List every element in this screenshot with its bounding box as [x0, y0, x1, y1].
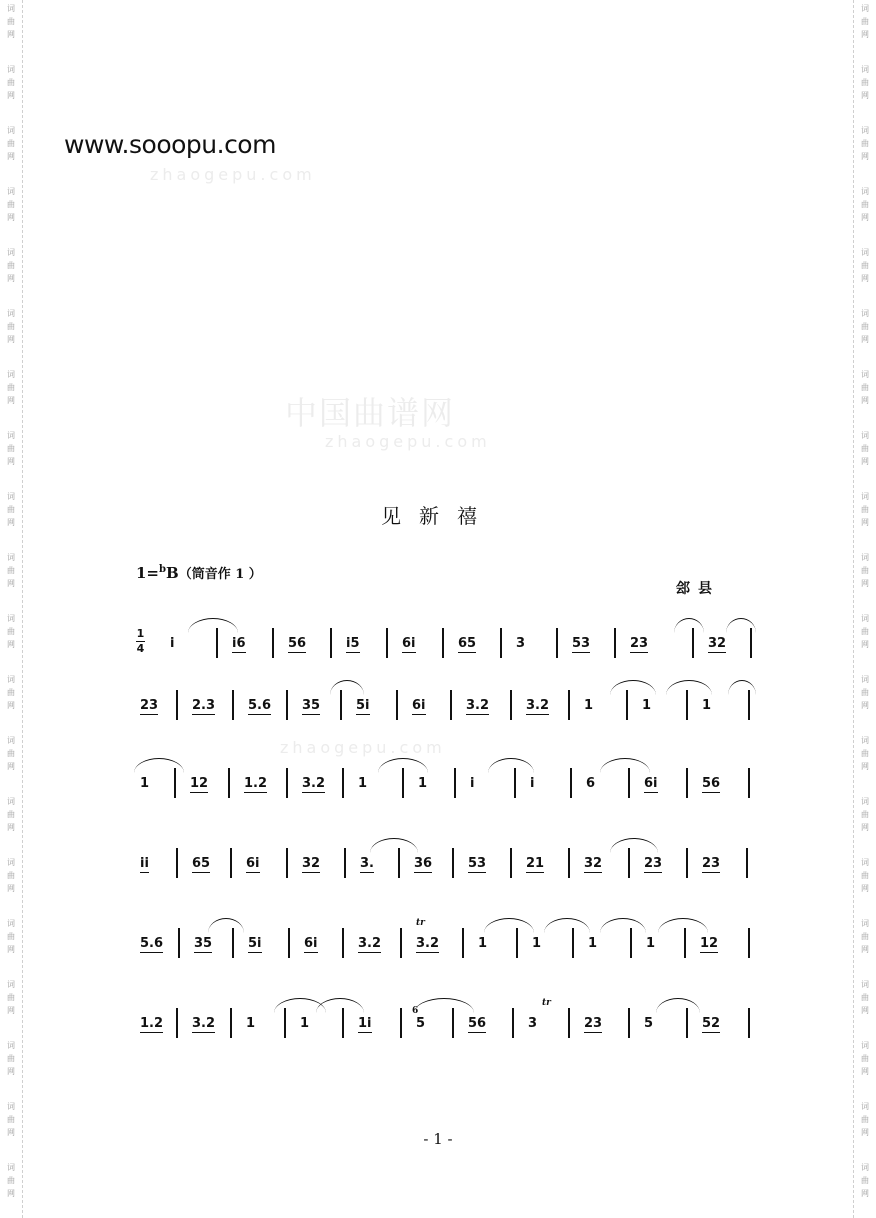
note: 23	[584, 1016, 603, 1031]
note: 6i	[644, 776, 658, 791]
side-watermark-glyphs: 词 曲 网	[861, 858, 869, 893]
side-watermark-glyphs: 词 曲 网	[861, 980, 869, 1015]
note: 12	[190, 776, 209, 791]
side-watermark-glyphs: 词 曲 网	[861, 65, 869, 100]
bar-line	[442, 628, 444, 658]
bar-line	[176, 848, 178, 878]
region-label: 郐县	[676, 581, 720, 597]
bar-line	[342, 928, 344, 958]
score-line	[134, 998, 754, 1056]
score-line	[134, 846, 754, 896]
note: 53	[572, 636, 591, 651]
note: 3	[516, 636, 526, 651]
side-watermark-glyphs: 词 曲 网	[7, 858, 15, 893]
note: 1	[702, 698, 712, 713]
side-watermark-glyphs: 词 曲 网	[861, 1102, 869, 1137]
note: 1	[584, 698, 594, 713]
page-number: - 1 -	[423, 1130, 453, 1148]
bar-line	[454, 768, 456, 798]
side-watermark-glyphs: 词 曲 网	[7, 614, 15, 649]
side-watermark-glyphs: 词 曲 网	[861, 4, 869, 39]
side-watermark-glyphs: 词 曲 网	[7, 980, 15, 1015]
note: 1.2	[140, 1016, 164, 1031]
score-title: 见新禧	[381, 504, 495, 528]
bar-line	[614, 628, 616, 658]
bar-line	[286, 690, 288, 720]
side-watermark-glyphs: 词 曲 网	[7, 675, 15, 710]
side-watermark-glyphs: 词 曲 网	[861, 1041, 869, 1076]
side-watermark-glyphs: 词 曲 网	[7, 65, 15, 100]
note: 2.3	[192, 698, 216, 713]
note: 6i	[402, 636, 416, 651]
score-line	[134, 688, 754, 738]
note: 1	[642, 698, 652, 713]
note: 6i	[246, 856, 260, 871]
slur	[600, 758, 650, 773]
note: 1	[246, 1016, 256, 1031]
note: 21	[526, 856, 545, 871]
note: 5i	[356, 698, 370, 713]
bar-line	[232, 690, 234, 720]
side-watermark-glyphs: 词 曲 网	[861, 431, 869, 466]
note: 36	[414, 856, 433, 871]
slur	[666, 680, 712, 695]
time-signature: 1 4	[136, 627, 145, 655]
bar-line	[748, 768, 750, 798]
note: i5	[346, 636, 360, 651]
note: 32	[584, 856, 603, 871]
note: 3.2	[466, 698, 490, 713]
side-watermark-glyphs: 词 曲 网	[861, 553, 869, 588]
slur	[726, 618, 756, 633]
note: 3.2	[192, 1016, 216, 1031]
slur	[544, 918, 590, 933]
note: 35	[302, 698, 321, 713]
note: 5	[416, 1016, 426, 1031]
side-watermark-glyphs: 词 曲 网	[861, 736, 869, 771]
bar-line	[510, 690, 512, 720]
note: 65	[458, 636, 477, 651]
slur	[658, 918, 708, 933]
side-watermark-glyphs: 词 曲 网	[7, 1102, 15, 1137]
note: 1	[418, 776, 428, 791]
side-watermark-glyphs: 词 曲 网	[7, 1163, 15, 1198]
site-url: www.sooopu.com	[64, 130, 276, 159]
note: 5.6	[140, 936, 164, 951]
note: i	[170, 636, 175, 651]
slur	[610, 838, 658, 853]
note: 23	[140, 698, 159, 713]
note: 12	[700, 936, 719, 951]
note: i	[470, 776, 475, 791]
faint-watermark: 中国曲谱网	[285, 394, 456, 432]
note: 3.2	[302, 776, 326, 791]
trill-mark: tr	[542, 998, 551, 1008]
slur	[674, 618, 704, 633]
bar-line	[386, 628, 388, 658]
note: 1	[532, 936, 542, 951]
right-margin-strip	[853, 0, 876, 1218]
note: 1	[140, 776, 150, 791]
note: 5i	[248, 936, 262, 951]
side-watermark-glyphs: 词 曲 网	[7, 4, 15, 39]
side-watermark-glyphs: 词 曲 网	[861, 675, 869, 710]
slur	[316, 998, 364, 1013]
score-line	[134, 766, 754, 816]
bar-line	[748, 928, 750, 958]
bar-line	[510, 848, 512, 878]
note: 3.2	[416, 936, 440, 951]
side-watermark-glyphs: 词 曲 网	[861, 492, 869, 527]
bar-line	[628, 1008, 630, 1038]
note: 6i	[304, 936, 318, 951]
note: 3.2	[358, 936, 382, 951]
bar-line	[176, 1008, 178, 1038]
note: 56	[468, 1016, 487, 1031]
bar-line	[176, 690, 178, 720]
slur	[208, 918, 244, 933]
note: 1	[646, 936, 656, 951]
key-signature: 1=$^b$B（筒音作 1 ）	[136, 564, 262, 582]
side-watermark-glyphs: 词 曲 网	[7, 797, 15, 832]
slur	[134, 758, 184, 773]
grace-note: 6	[412, 1006, 419, 1016]
bar-line	[686, 768, 688, 798]
slur	[378, 758, 428, 773]
left-margin-strip	[0, 0, 23, 1218]
note: 5.6	[248, 698, 272, 713]
side-watermark-glyphs: 词 曲 网	[861, 126, 869, 161]
slur	[484, 918, 534, 933]
slur	[610, 680, 656, 695]
bar-line	[344, 848, 346, 878]
note: 5	[644, 1016, 654, 1031]
note: ii	[140, 856, 149, 871]
note: 32	[302, 856, 321, 871]
note: 1	[478, 936, 488, 951]
faint-watermark: zhaogepu.com	[150, 165, 316, 184]
side-watermark-glyphs: 词 曲 网	[7, 919, 15, 954]
side-watermark-glyphs: 词 曲 网	[861, 919, 869, 954]
note: 53	[468, 856, 487, 871]
note: 32	[708, 636, 727, 651]
note: 3	[528, 1016, 538, 1031]
slur	[600, 918, 646, 933]
side-watermark-glyphs: 词 曲 网	[7, 1041, 15, 1076]
bar-line	[228, 768, 230, 798]
bar-line	[452, 848, 454, 878]
slur	[188, 618, 238, 633]
bar-line	[686, 848, 688, 878]
slur	[414, 998, 474, 1013]
note: 35	[194, 936, 213, 951]
bar-line	[230, 848, 232, 878]
note: 65	[192, 856, 211, 871]
side-watermark-glyphs: 词 曲 网	[7, 187, 15, 222]
bar-line	[288, 928, 290, 958]
note: 52	[702, 1016, 721, 1031]
note: 3.	[360, 856, 374, 871]
note: i6	[232, 636, 246, 651]
bar-line	[286, 768, 288, 798]
bar-line	[512, 1008, 514, 1038]
bar-line	[286, 848, 288, 878]
score-line	[134, 626, 754, 676]
bar-line	[500, 628, 502, 658]
note: 6i	[412, 698, 426, 713]
score-line	[134, 918, 754, 976]
note: 6	[586, 776, 596, 791]
side-watermark-glyphs: 词 曲 网	[861, 1163, 869, 1198]
note: 1i	[358, 1016, 372, 1031]
note: 56	[288, 636, 307, 651]
note: i	[530, 776, 535, 791]
side-watermark-glyphs: 词 曲 网	[7, 553, 15, 588]
note: 23	[644, 856, 663, 871]
side-watermark-glyphs: 词 曲 网	[861, 370, 869, 405]
bar-line	[400, 1008, 402, 1038]
slur	[370, 838, 418, 853]
side-watermark-glyphs: 词 曲 网	[861, 797, 869, 832]
bar-line	[568, 848, 570, 878]
side-watermark-glyphs: 词 曲 网	[861, 187, 869, 222]
side-watermark-glyphs: 词 曲 网	[7, 370, 15, 405]
bar-line	[748, 1008, 750, 1038]
side-watermark-glyphs: 词 曲 网	[861, 309, 869, 344]
bar-line	[330, 628, 332, 658]
note: 1	[300, 1016, 310, 1031]
bar-line	[556, 628, 558, 658]
note: 1	[358, 776, 368, 791]
note: 23	[630, 636, 649, 651]
bar-line	[746, 848, 748, 878]
slur	[330, 680, 364, 695]
note: 3.2	[526, 698, 550, 713]
bar-line	[568, 690, 570, 720]
bar-line	[462, 928, 464, 958]
side-watermark-glyphs: 词 曲 网	[7, 736, 15, 771]
side-watermark-glyphs: 词 曲 网	[7, 126, 15, 161]
bar-line	[396, 690, 398, 720]
bar-line	[568, 1008, 570, 1038]
note: 1	[588, 936, 598, 951]
slur	[656, 998, 700, 1013]
note: 56	[702, 776, 721, 791]
slur	[488, 758, 534, 773]
note: 23	[702, 856, 721, 871]
faint-watermark: zhaogepu.com	[325, 432, 491, 451]
bar-line	[178, 928, 180, 958]
side-watermark-glyphs: 词 曲 网	[7, 431, 15, 466]
side-watermark-glyphs: 词 曲 网	[861, 614, 869, 649]
side-watermark-glyphs: 词 曲 网	[7, 248, 15, 283]
slur	[728, 680, 756, 695]
faint-watermark: zhaogepu.com	[280, 738, 446, 757]
side-watermark-glyphs: 词 曲 网	[7, 492, 15, 527]
bar-line	[570, 768, 572, 798]
trill-mark: tr	[416, 918, 425, 928]
side-watermark-glyphs: 词 曲 网	[7, 309, 15, 344]
side-watermark-glyphs: 词 曲 网	[861, 248, 869, 283]
bar-line	[400, 928, 402, 958]
bar-line	[230, 1008, 232, 1038]
note: 1.2	[244, 776, 268, 791]
bar-line	[342, 768, 344, 798]
bar-line	[450, 690, 452, 720]
bar-line	[272, 628, 274, 658]
